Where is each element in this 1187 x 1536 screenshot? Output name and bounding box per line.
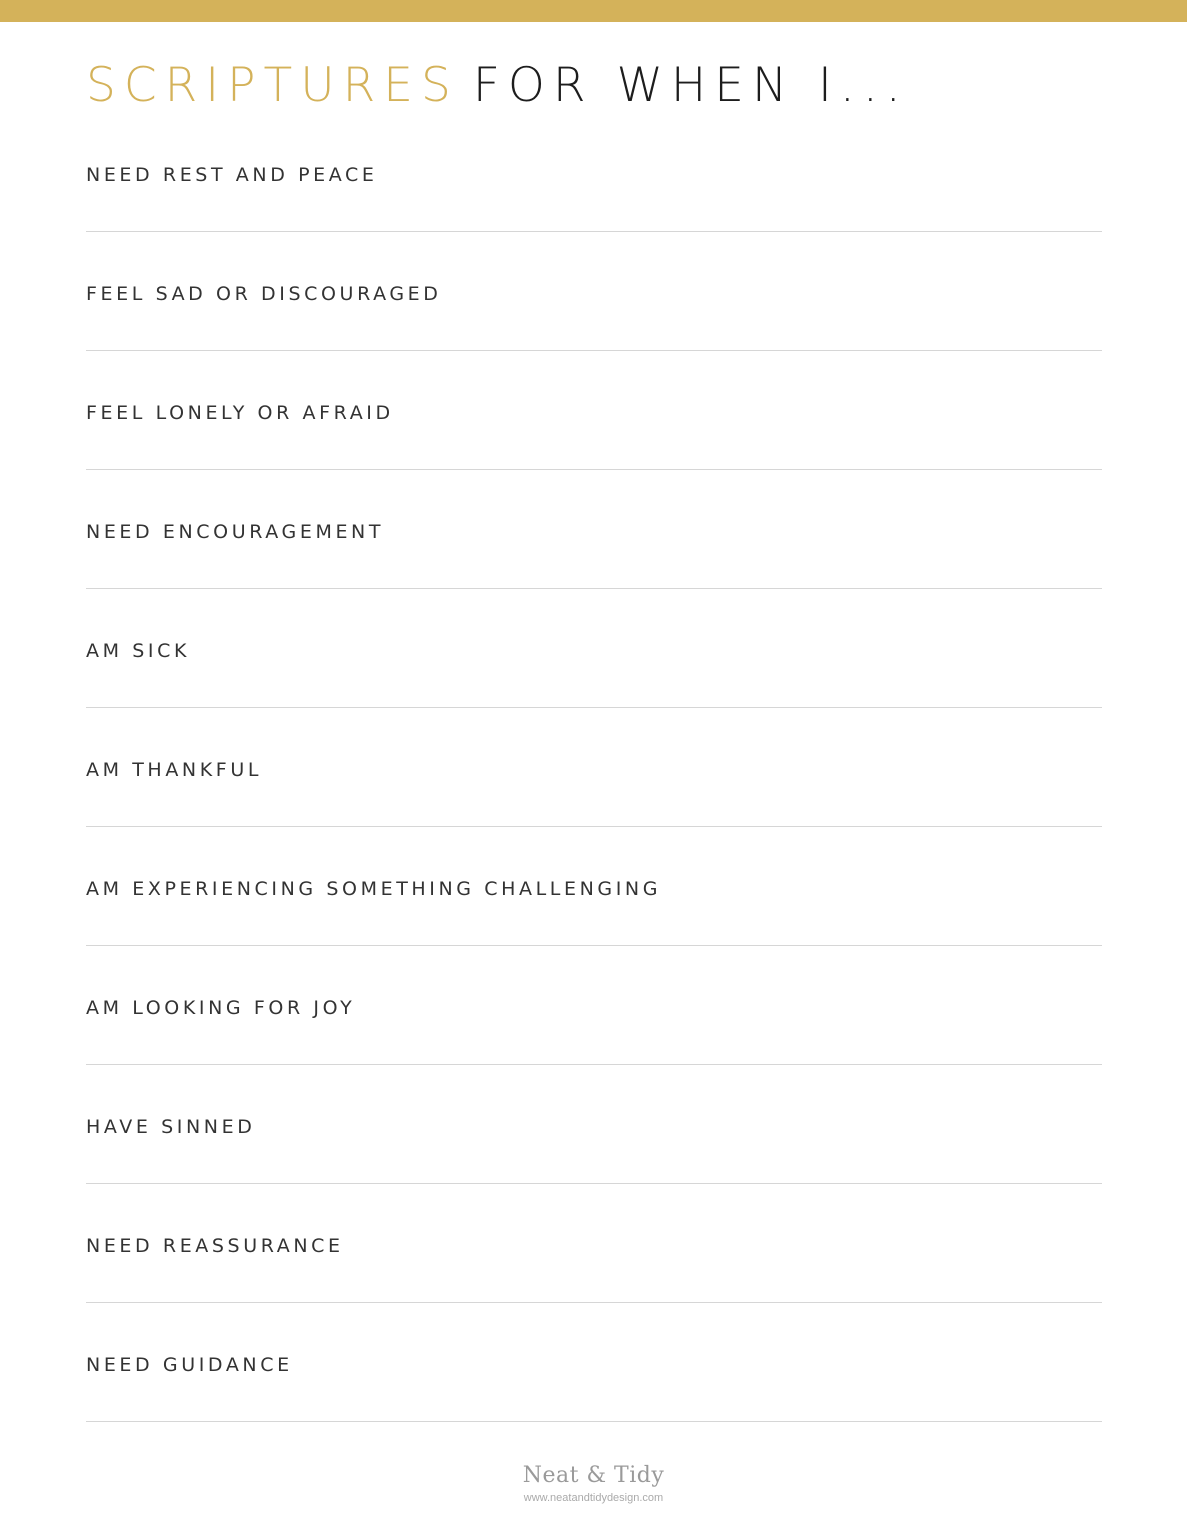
- section-have-sinned: [86, 1065, 1102, 1184]
- section-am-sick: [86, 589, 1102, 708]
- footer: [0, 1462, 1187, 1506]
- section-label: AM EXPERIENCING SOMETHING CHALLENGING: [86, 878, 662, 900]
- section-label: FEEL LONELY OR AFRAID: [86, 402, 394, 424]
- section-need-encouragement: [86, 470, 1102, 589]
- page-title: [86, 58, 909, 114]
- section-need-rest-and-peace: [86, 113, 1102, 232]
- title-rest: FOR WHEN I...: [472, 58, 909, 113]
- section-label: AM LOOKING FOR JOY: [86, 997, 356, 1019]
- section-need-reassurance: [86, 1184, 1102, 1303]
- section-label: NEED REASSURANCE: [86, 1235, 344, 1257]
- section-label: AM THANKFUL: [86, 759, 263, 781]
- section-label: AM SICK: [86, 640, 191, 662]
- section-am-thankful: [86, 708, 1102, 827]
- section-list: [86, 113, 1102, 1422]
- top-accent-bar: [0, 0, 1187, 22]
- website-url: www.neatandtidydesign.com: [523, 1492, 664, 1504]
- section-label: NEED ENCOURAGEMENT: [86, 521, 385, 543]
- section-feel-sad-or-discouraged: [86, 232, 1102, 351]
- section-need-guidance: [86, 1303, 1102, 1422]
- section-am-looking-for-joy: [86, 946, 1102, 1065]
- title-accent: SCRIPTURES: [86, 58, 459, 113]
- section-label: FEEL SAD OR DISCOURAGED: [86, 283, 442, 305]
- brand-logo: Neat & Tidy: [522, 1463, 665, 1488]
- section-feel-lonely-or-afraid: [86, 351, 1102, 470]
- section-label: NEED REST AND PEACE: [86, 164, 378, 186]
- section-label: HAVE SINNED: [86, 1116, 256, 1138]
- section-am-experiencing-something-challenging: [86, 827, 1102, 946]
- section-label: NEED GUIDANCE: [86, 1354, 293, 1376]
